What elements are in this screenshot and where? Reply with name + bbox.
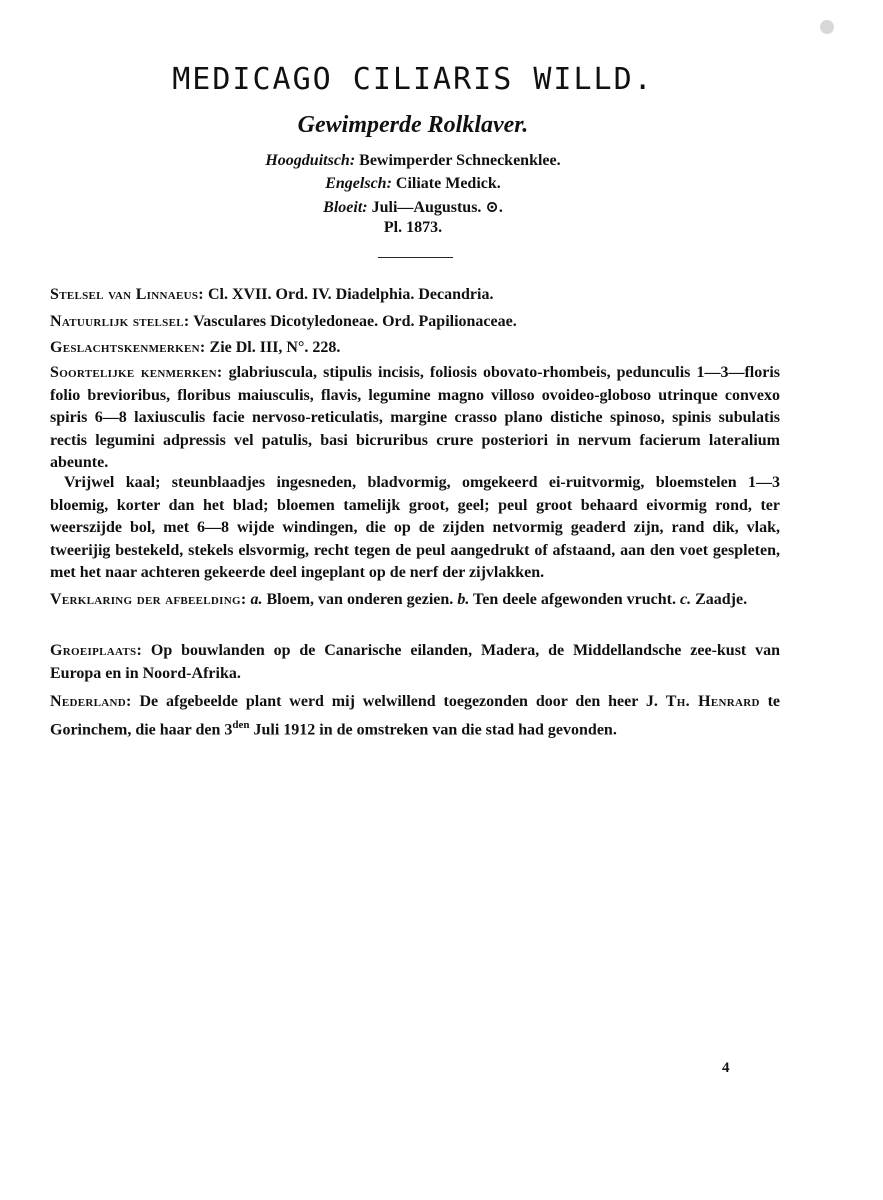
figure-label: Verklaring der afbeelding: (50, 591, 247, 608)
paper-smudge (820, 20, 834, 34)
bloom-label: Bloeit: (323, 199, 368, 216)
english-name-line (0, 175, 826, 193)
figure-b-marker: b. (457, 591, 470, 608)
species-label: Soortelijke kenmerken: (50, 364, 223, 381)
netherlands-label: Nederland: (50, 693, 132, 710)
species-latin-text: glabriuscula, stipulis incisis, foliosis obovato-rhombeis, pedunculis 1—3—floris folio brevioribus, floribus maiusculis, flavis, legumine magno villoso ovoideo-globoso utrinque convexo spiris 6—8 laxiusculis facie nervoso-reticulatis, margine crasso plano distiche spinoso, spinis subulatis rectis legumini adpressis vel patulis, basi bicruribus crure posteriori in nervum facierum lateralium abeunte. (50, 364, 780, 471)
german-name-line (0, 152, 826, 170)
figure-a-marker: a. (250, 591, 263, 608)
plate-number: Pl. 1873. (383, 219, 443, 236)
divider-rule (378, 257, 453, 258)
species-title: MEDICAGO CILIARIS WILLD. (172, 62, 654, 97)
date-ordinal: den (232, 718, 250, 731)
figure-explanation (50, 589, 780, 612)
bloom-line (0, 197, 826, 217)
species-characters-dutch: Vrijwel kaal; steunblaadjes ingesneden, bladvormig, omgekeerd ei-ruitvormig, bloemstelen 1—3 bloemig, korter dan het blad; bloemen tamelijk groot, geel; peul groot behaard eivormig rond, ter weerszijde bol, met 6—8 wijde windingen, die op de zijden netvormig geaderd zijn, rand dik, vlak, tweerijig bestekeld, stekels elsvormig, recht tegen de peul aangedrukt of afstaand, aan den voet gespleten, met het naar achteren gekeerde deel ingeplant op de nerf der zijvlakken. (50, 474, 780, 581)
english-label: Engelsch: (325, 175, 392, 192)
linnaeus-text: Cl. XVII. Ord. IV. Diadelphia. Decandria. (203, 286, 494, 303)
dutch-common-name: Gewimperde Rolklaver. (297, 112, 529, 138)
linnaeus-system (50, 284, 780, 307)
natural-label: Natuurlijk stelsel: (50, 313, 190, 330)
genus-characters (50, 337, 780, 360)
bloom-value: Juli—Augustus. ⊙. (371, 199, 503, 216)
species-characters-latin (50, 362, 780, 475)
habitat-label: Groeiplaats: (50, 642, 143, 659)
linnaeus-label: Stelsel van Linnaeus: (50, 286, 204, 303)
netherlands-text-a: De afgebeelde plant werd mij welwillend toegezonden door den heer J. (131, 693, 666, 710)
figure-b-text: Ten deele afgewonden vrucht. (469, 591, 680, 608)
habitat (50, 640, 780, 685)
natural-system (50, 311, 780, 334)
genus-text: Zie Dl. III, N°. 228. (205, 339, 341, 356)
german-label: Hoogduitsch: (265, 152, 356, 169)
page-number: 4 (722, 1060, 730, 1076)
figure-a-text: Bloem, van onderen gezien. (262, 591, 458, 608)
english-value: Ciliate Medick. (395, 175, 501, 192)
figure-c-marker: c. (679, 591, 692, 608)
german-value: Bewimperder Schneckenklee. (359, 152, 561, 169)
genus-label: Geslachtskenmerken: (50, 339, 206, 356)
figure-c-text: Zaadje. (691, 591, 748, 608)
collector-name: Th. Henrard (665, 693, 760, 710)
habitat-text: Op bouwlanden op de Canarische eilanden, Madera, de Middellandsche zee-kust van Europa en in Noord-Afrika. (50, 642, 780, 682)
netherlands-text-b: te Gorinchem, die haar den 3 (50, 693, 780, 738)
netherlands-note (50, 691, 780, 741)
netherlands-text-c: Juli 1912 in de omstreken van die stad had gevonden. (249, 720, 617, 738)
natural-text: Vasculares Dicotyledoneae. Ord. Papilionaceae. (189, 313, 517, 330)
